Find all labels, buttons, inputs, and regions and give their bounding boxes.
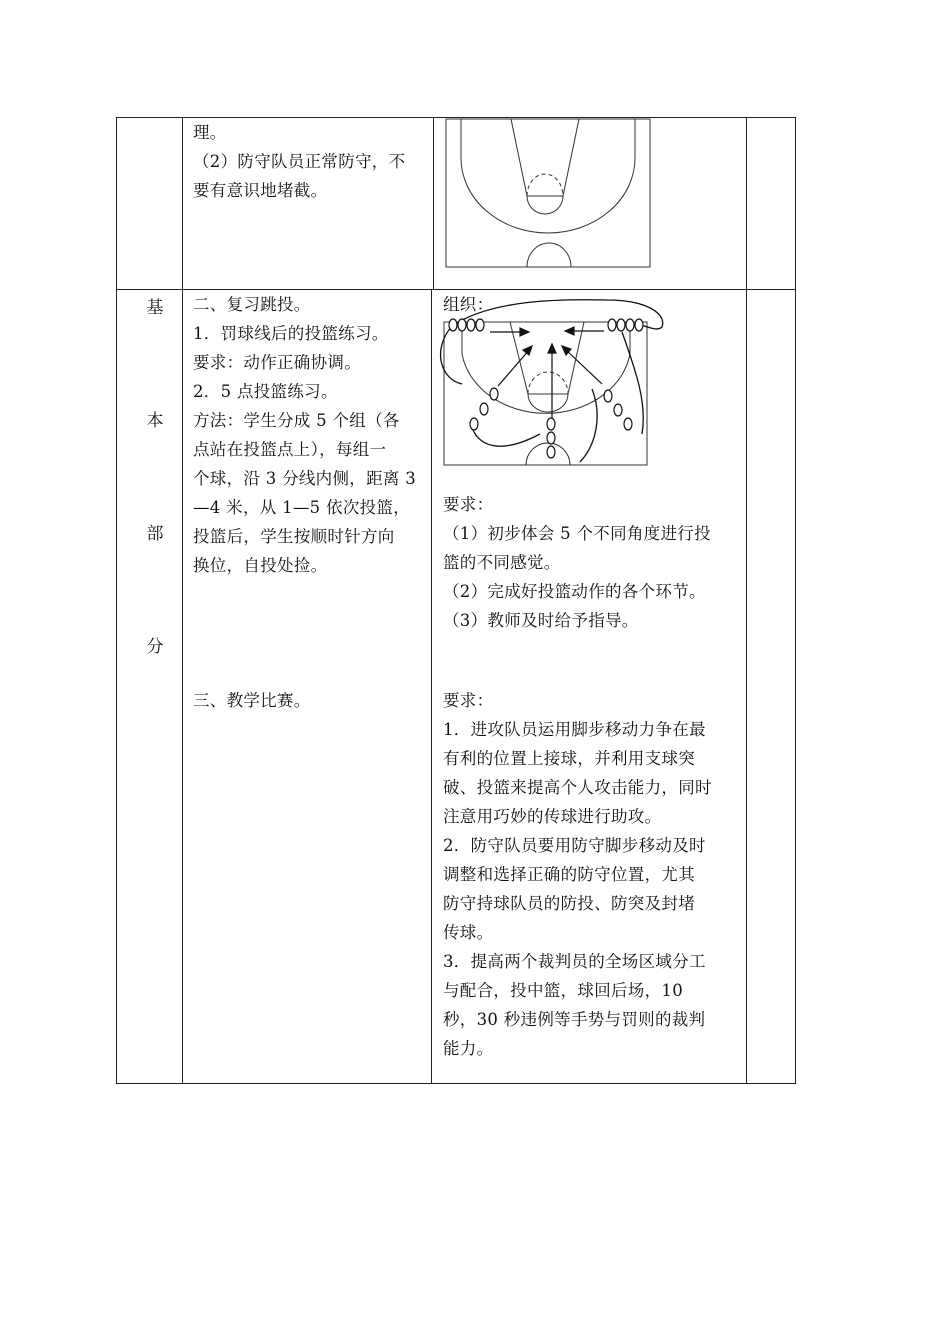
court-boundary — [446, 119, 650, 267]
col-divider-3 — [746, 117, 747, 1084]
free-throw-circle-lower — [527, 196, 563, 214]
arrowhead — [520, 328, 529, 336]
player-marker — [617, 319, 625, 331]
table-bottom-border — [116, 1083, 796, 1084]
text-line: 点站在投篮点上），每组一 — [193, 440, 387, 459]
arrow-up-left — [498, 349, 530, 386]
text-line: 破、投篮来提高个人攻击能力，同时 — [443, 778, 712, 797]
player-marker — [480, 403, 488, 415]
half-court-diagram — [445, 118, 651, 268]
text-line: 防守持球队员的防投、防突及封堵 — [443, 894, 695, 913]
shooting-drill-diagram — [432, 294, 682, 472]
text-line: 篮的不同感觉。 — [443, 553, 561, 572]
section-label-char: 本 — [146, 411, 164, 431]
arrowhead — [523, 346, 532, 355]
drill-requirements — [443, 490, 711, 635]
section-label-char: 基 — [146, 298, 164, 318]
text-line: （1）初步体会 5 个不同角度进行投 — [443, 524, 711, 543]
player-marker — [470, 418, 478, 430]
game-section-text — [193, 686, 311, 715]
jump-shot-method-text — [193, 290, 416, 580]
arrow-up-right — [565, 349, 602, 384]
three-point-arc — [461, 119, 635, 233]
text-line: （2）防守队员正常防守，不 — [193, 152, 406, 171]
player-marker — [490, 388, 498, 400]
text-line: 2．5 点投篮练习。 — [193, 382, 338, 401]
text-line: 要求： — [443, 495, 494, 514]
text-line: （2）完成好投篮动作的各个环节。 — [443, 582, 706, 601]
game-requirements — [443, 686, 712, 1063]
text-line: 有利的位置上接球，并利用支球突 — [443, 749, 695, 768]
text-line: 与配合，投中篮，球回后场，10 — [443, 981, 683, 1000]
section-label-char: 分 — [146, 637, 164, 657]
text-line: 1．进攻队员运用脚步移动力争在最 — [443, 720, 706, 739]
diagram-label: 组织： — [443, 295, 494, 314]
key-lane — [511, 119, 579, 196]
player-marker — [604, 390, 612, 402]
player-marker — [608, 319, 616, 331]
arrowhead — [565, 327, 574, 335]
text-line: 3．提高两个裁判员的全场区域分工 — [443, 952, 706, 971]
text-line: 能力。 — [443, 1039, 494, 1058]
text-line: 注意用巧妙的传球进行助攻。 — [443, 807, 662, 826]
player-marker — [624, 418, 632, 430]
player-marker — [635, 319, 643, 331]
free-throw-circle-upper — [527, 174, 563, 196]
player-marker — [547, 446, 555, 458]
text-line: （3）教师及时给予指导。 — [443, 611, 639, 630]
player-marker — [547, 418, 555, 430]
text-line: 秒，30 秒违例等手势与罚则的裁判 — [443, 1010, 706, 1029]
col-divider-2a — [433, 117, 434, 289]
player-marker — [476, 319, 484, 331]
row1-method-text — [193, 118, 405, 205]
text-line: 方法：学生分成 5 个组（各 — [193, 411, 400, 430]
text-line: 理。 — [193, 123, 227, 142]
arrowhead — [548, 344, 556, 353]
player-marker — [614, 404, 622, 416]
player-marker — [547, 432, 555, 444]
table-right-border — [795, 117, 796, 1084]
text-line: 要求： — [443, 691, 494, 710]
text-line: 个球，沿 3 分线内侧，距离 3 — [193, 469, 417, 488]
text-line: 2．防守队员要用防守脚步移动及时 — [443, 836, 706, 855]
text-line: 调整和选择正确的防守位置，尤其 — [443, 865, 695, 884]
free-throw-circle-lower — [528, 394, 568, 412]
player-marker — [626, 319, 634, 331]
text-line: 要求：动作正确协调。 — [193, 353, 361, 372]
center-circle — [527, 243, 571, 267]
text-line: 1．罚球线后的投篮练习。 — [193, 324, 389, 343]
table-left-border — [116, 117, 117, 1084]
player-marker — [449, 319, 457, 331]
text-line: 投篮后，学生按顺时针方向 — [193, 527, 395, 546]
player-marker — [467, 319, 475, 331]
text-line: 三、教学比赛。 — [193, 691, 311, 710]
text-line: 换位，自投处捡。 — [193, 556, 328, 575]
player-marker — [458, 319, 466, 331]
free-throw-circle-upper — [528, 372, 568, 394]
text-line: 二、复习跳投。 — [193, 295, 311, 314]
text-line: —4 米，从 1—5 依次投篮， — [193, 498, 411, 517]
text-line: 要有意识地堵截。 — [193, 181, 328, 200]
col-divider-1 — [182, 117, 183, 1084]
text-line: 传球。 — [443, 923, 494, 942]
section-label-char: 部 — [146, 524, 164, 544]
